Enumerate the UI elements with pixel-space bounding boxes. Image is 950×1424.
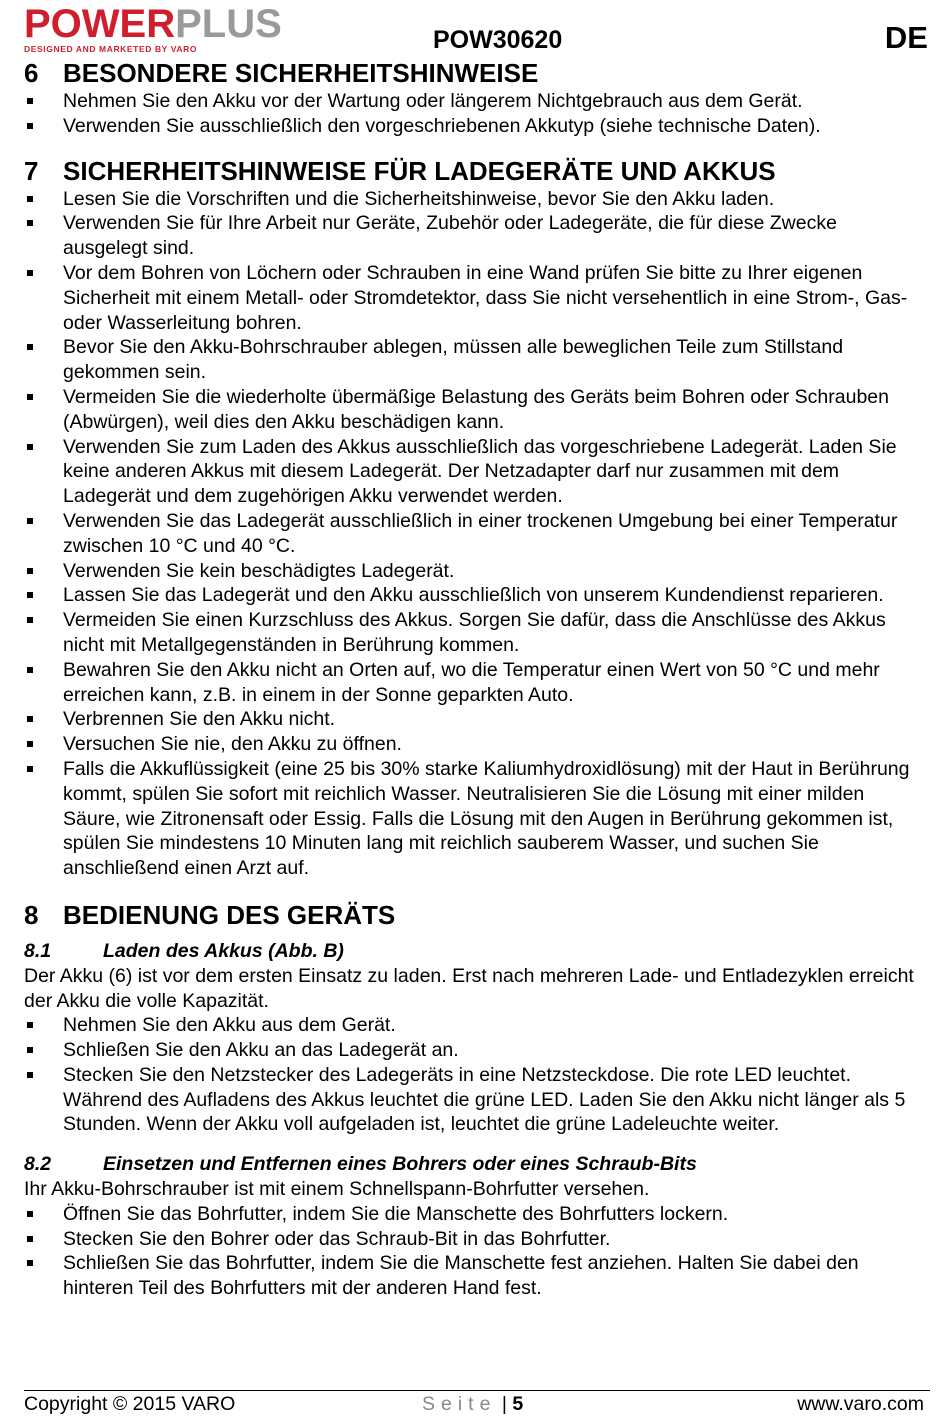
section-6-list <box>24 89 924 139</box>
subsection-8-1-list <box>24 1013 924 1137</box>
subsection-intro: Der Akku (6) ist vor dem ersten Einsatz zu laden. Erst nach mehreren Lade- und Entladezyklen erreicht der Akku die volle Kapazität. <box>24 964 914 1012</box>
bullet-icon <box>27 270 33 276</box>
list-item: Falls die Akkuflüssigkeit (eine 25 bis 30% starke Kaliumhydroxidlösung) mit der Haut in Berührung kommt, spülen Sie sofort mit reichlich Wasser. Neutralisieren Sie die Lösung mit einer milden Säure, wie Zitronensaft oder Essig. Falls die Lösung mit den Augen in Berührung gekommen ist, spülen Sie mindestens 10 Minuten lang mit reichlich sauberem Wasser, und suchen Sie anschließend einen Arzt auf. <box>24 757 924 881</box>
language-code: DE <box>884 20 928 55</box>
seite-label: Seite <box>422 1393 497 1415</box>
section-number: 6 <box>24 58 39 88</box>
list-item: Stecken Sie den Netzstecker des Ladegeräts in eine Netzsteckdose. Die rote LED leuchtet. Während des Aufladens des Akkus leuchtet die grüne LED. Laden Sie den Akku nicht länger als 5 Stunden. Wenn der Akku voll aufgeladen ist, leuchtet die grüne Ladeleuchte weiter. <box>24 1063 924 1137</box>
section-number: 7 <box>24 155 39 186</box>
list-item: Nehmen Sie den Akku vor der Wartung oder längerem Nichtgebrauch aus dem Gerät. <box>24 89 924 114</box>
subsection-8-2-heading <box>24 1152 924 1177</box>
bullet-icon <box>27 592 33 598</box>
bullet-icon <box>27 741 33 747</box>
page-footer <box>24 1393 924 1421</box>
section-7-heading <box>24 155 924 187</box>
subsection-8-2-list <box>24 1202 924 1301</box>
page-indicator <box>422 1393 523 1416</box>
list-item: Verwenden Sie ausschließlich den vorgeschriebenen Akkutyp (siehe technische Daten). <box>24 114 924 139</box>
list-item: Öffnen Sie das Bohrfutter, indem Sie die Manschette des Bohrfutters lockern. <box>24 1202 924 1227</box>
bullet-icon <box>27 716 33 722</box>
bullet-icon <box>27 1260 33 1266</box>
section-number: 8 <box>24 899 39 930</box>
list-item: Verwenden Sie zum Laden des Akkus ausschließlich das vorgeschriebene Ladegerät. Laden Sie keine anderen Akkus mit diesem Ladegerät. Der Netzadapter darf nur zusammen mit dem Ladegerät und dem zugehörigen Akku verwendet werden. <box>24 435 924 509</box>
bullet-icon <box>27 196 33 202</box>
list-item: Nehmen Sie den Akku aus dem Gerät. <box>24 1013 924 1038</box>
bullet-icon <box>27 568 33 574</box>
list-item: Verwenden Sie das Ladegerät ausschließlich in einer trockenen Umgebung bei einer Temperatur zwischen 10 °C und 40 °C. <box>24 509 924 559</box>
subsection-8-1-heading <box>24 939 924 964</box>
powerplus-logo <box>24 4 359 52</box>
subsection-number: 8.1 <box>24 939 52 962</box>
list-item: Versuchen Sie nie, den Akku zu öffnen. <box>24 732 924 757</box>
section-6-heading <box>24 57 924 89</box>
bullet-icon <box>27 1047 33 1053</box>
subsection-title: Einsetzen und Entfernen eines Bohrers oder eines Schraub-Bits <box>103 1153 697 1176</box>
website-link[interactable]: www.varo.com <box>797 1393 924 1415</box>
page-separator: | <box>501 1393 507 1415</box>
bullet-icon <box>27 344 33 350</box>
logo-text-plus: PLUS <box>175 2 282 46</box>
section-title: BEDIENUNG DES GERÄTS <box>63 899 396 930</box>
section-title: BESONDERE SICHERHEITSHINWEISE <box>63 58 539 88</box>
list-item: Bewahren Sie den Akku nicht an Orten auf, wo die Temperatur einen Wert von 50 °C und mehr erreichen kann, z.B. in einem in der Sonne geparkten Auto. <box>24 658 924 708</box>
page-number: 5 <box>512 1393 524 1415</box>
list-item: Vermeiden Sie einen Kurzschluss des Akkus. Sorgen Sie dafür, dass die Anschlüsse des Akkus nicht mit Metallgegenständen in Berührung kommen. <box>24 608 924 658</box>
footer-divider <box>24 1390 930 1391</box>
logo-tagline: DESIGNED AND MARKETED BY VARO <box>24 44 198 54</box>
list-item: Stecken Sie den Bohrer oder das Schraub-Bit in das Bohrfutter. <box>24 1227 924 1252</box>
list-item: Verwenden Sie kein beschädigtes Ladegerät. <box>24 559 924 584</box>
list-item: Vor dem Bohren von Löchern oder Schrauben in eine Wand prüfen Sie bitte zu Ihrer eigenen Sicherheit mit einem Metall- oder Stromdetektor, dass Sie nicht versehentlich in eine Strom-, Gas- oder Wasserleitung bohren. <box>24 261 924 335</box>
document-body <box>24 57 924 1301</box>
list-item: Lassen Sie das Ladegerät und den Akku ausschließlich von unserem Kundendienst reparieren. <box>24 583 924 608</box>
list-item: Schließen Sie den Akku an das Ladegerät an. <box>24 1038 924 1063</box>
bullet-icon <box>27 123 33 129</box>
bullet-icon <box>27 394 33 400</box>
bullet-icon <box>27 617 33 623</box>
list-item: Bevor Sie den Akku-Bohrschrauber ablegen, müssen alle beweglichen Teile zum Stillstand gekommen sein. <box>24 335 924 385</box>
list-item: Verwenden Sie für Ihre Arbeit nur Geräte, Zubehör oder Ladegeräte, die für diese Zwecke ausgelegt sind. <box>24 211 924 261</box>
bullet-icon <box>27 220 33 226</box>
bullet-icon <box>27 667 33 673</box>
subsection-title: Laden des Akkus (Abb. B) <box>103 939 344 962</box>
bullet-icon <box>27 1072 33 1078</box>
list-item: Schließen Sie das Bohrfutter, indem Sie die Manschette fest anziehen. Halten Sie dabei den hinteren Teil des Bohrfutters mit der anderen Hand fest. <box>24 1251 924 1301</box>
logo-text-power: POWER <box>24 2 176 46</box>
model-number: POW30620 <box>433 26 563 54</box>
section-title: SICHERHEITSHINWEISE FÜR LADEGERÄTE UND AKKUS <box>63 155 776 186</box>
bullet-icon <box>27 98 33 104</box>
bullet-icon <box>27 518 33 524</box>
list-item: Verbrennen Sie den Akku nicht. <box>24 707 924 732</box>
list-item: Vermeiden Sie die wiederholte übermäßige Belastung des Geräts beim Bohren oder Schrauben (Abwürgen), weil dies den Akku beschädigen kann. <box>24 385 924 435</box>
section-7-list <box>24 187 924 881</box>
logo-wordmark <box>24 4 359 44</box>
bullet-icon <box>27 1022 33 1028</box>
copyright-text: Copyright © 2015 VARO <box>24 1393 236 1415</box>
bullet-icon <box>27 766 33 772</box>
bullet-icon <box>27 1236 33 1242</box>
section-8-heading <box>24 899 924 931</box>
list-item: Lesen Sie die Vorschriften und die Sicherheitshinweise, bevor Sie den Akku laden. <box>24 187 924 212</box>
bullet-icon <box>27 1211 33 1217</box>
subsection-intro: Ihr Akku-Bohrschrauber ist mit einem Schnellspann-Bohrfutter versehen. <box>24 1178 650 1201</box>
bullet-icon <box>27 444 33 450</box>
subsection-number: 8.2 <box>24 1153 52 1176</box>
